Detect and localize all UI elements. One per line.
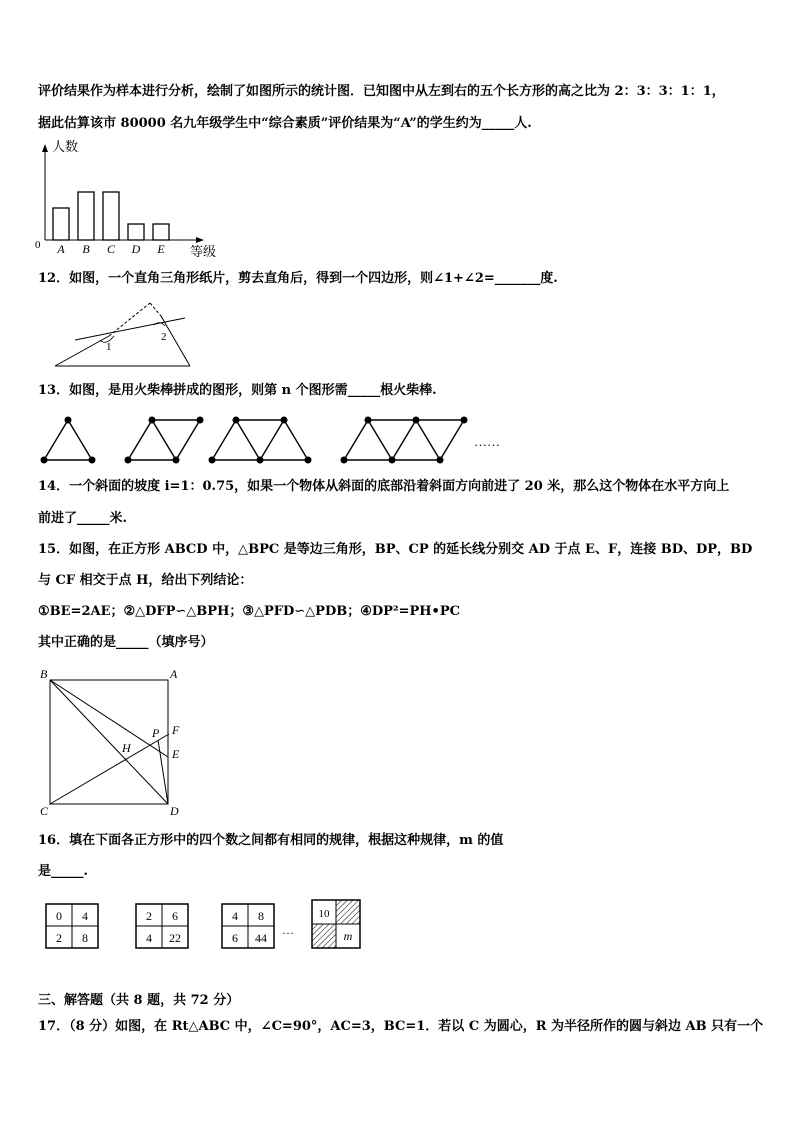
q15-line2: 与 CF 相交于点 H，给出下列结论： [38, 573, 253, 588]
sq3-bl: 6 [232, 931, 238, 945]
square-2 [136, 904, 188, 948]
q15-line1: 15．如图，在正方形 ABCD 中，△BPC 是等边三角形，BP、CP 的延长线分别交 AD 于点 E、F，连接 BD、DP，BD [38, 542, 753, 557]
sq1-tr: 4 [82, 909, 88, 923]
category-label-C: C [106, 242, 116, 256]
number-squares [40, 896, 370, 954]
bar-C [103, 192, 119, 240]
square-figure [36, 664, 196, 820]
bar-chart [30, 140, 230, 262]
bar-E [153, 224, 169, 240]
ellipsis: …… [474, 434, 500, 449]
sq1-bl: 2 [56, 931, 62, 945]
q16-line2: 是_____. [38, 864, 89, 879]
sq1-br: 8 [82, 931, 88, 945]
angle-1-label: 1 [106, 341, 112, 353]
sq2-br: 22 [169, 931, 181, 945]
sq2-tl: 2 [146, 909, 152, 923]
bar-A [53, 208, 69, 240]
square-1 [46, 904, 98, 948]
squares-dots: … [282, 923, 294, 937]
category-label-E: E [157, 242, 165, 256]
bar-D [128, 224, 144, 240]
sq1-tl: 0 [56, 909, 62, 923]
sq4-m: m [343, 929, 353, 943]
bar-B [78, 192, 94, 240]
sq4-tl: 10 [318, 908, 330, 920]
category-label-B: B [82, 242, 90, 256]
label-E: E [172, 747, 180, 761]
q12-text: 12．如图，一个直角三角形纸片，剪去直角后，得到一个四边形，则∠1+∠2=_______度. [38, 271, 558, 286]
category-label-A: A [57, 242, 65, 256]
x-axis-label: 等级 [190, 244, 217, 259]
label-P: P [152, 726, 160, 740]
sq2-tr: 6 [172, 909, 178, 923]
q11-line2: 据此估算该市 80000 名九年级学生中“综合素质”评价结果为“A”的学生约为_____人. [38, 116, 532, 131]
label-A: A [170, 667, 178, 681]
section-heading: 三、解答题（共 8 题，共 72 分） [38, 993, 240, 1008]
label-B: B [40, 667, 48, 681]
y-axis-label: 人数 [52, 140, 79, 154]
label-H: H [122, 741, 131, 755]
square-3 [222, 904, 274, 948]
q13-text: 13．如图，是用火柴棒拼成的图形，则第 n 个图形需_____根火柴棒. [38, 383, 437, 398]
x-axis-arrow [196, 237, 204, 243]
category-label-D: D [131, 242, 141, 256]
q16-line1: 16．填在下面各正方形中的四个数之间都有相同的规律，根据这种规律，m 的值 [38, 833, 504, 848]
q15-line4: 其中正确的是_____（填序号） [38, 635, 214, 650]
sq3-tl: 4 [232, 909, 238, 923]
sq3-tr: 8 [258, 909, 264, 923]
sq3-br: 44 [255, 931, 267, 945]
label-F: F [172, 723, 180, 737]
q14-line1: 14．一个斜面的坡度 i=1：0.75，如果一个物体从斜面的底部沿着斜面方向前进了 20 米，那么这个物体在水平方向上 [38, 479, 730, 494]
q14-line2: 前进了_____米. [38, 511, 128, 526]
origin-label: 0 [35, 239, 41, 251]
y-axis-arrow [42, 144, 48, 152]
q17-text: 17．（8 分）如图，在 Rt△ABC 中，∠C=90°，AC=3，BC=1．若以 C 为圆心，R 为半径所作的圆与斜边 AB 只有一个 [38, 1019, 764, 1034]
q15-conclusions: ①BE=2AE；②△DFP∽△BPH；③△PFD∽△PDB；④DP²=PH•PC [38, 604, 460, 619]
matchstick-figures [30, 410, 520, 470]
label-D: D [170, 804, 179, 818]
q11-line1: 评价结果作为样本进行分析，绘制了如图所示的统计图．已知图中从左到右的五个长方形的高之比为 2：3：3：1：1， [38, 84, 725, 99]
sq2-bl: 4 [146, 931, 152, 945]
triangle-figure [48, 298, 198, 370]
angle-2-label: 2 [161, 331, 167, 343]
label-C: C [40, 804, 49, 818]
square-4 [312, 900, 360, 948]
